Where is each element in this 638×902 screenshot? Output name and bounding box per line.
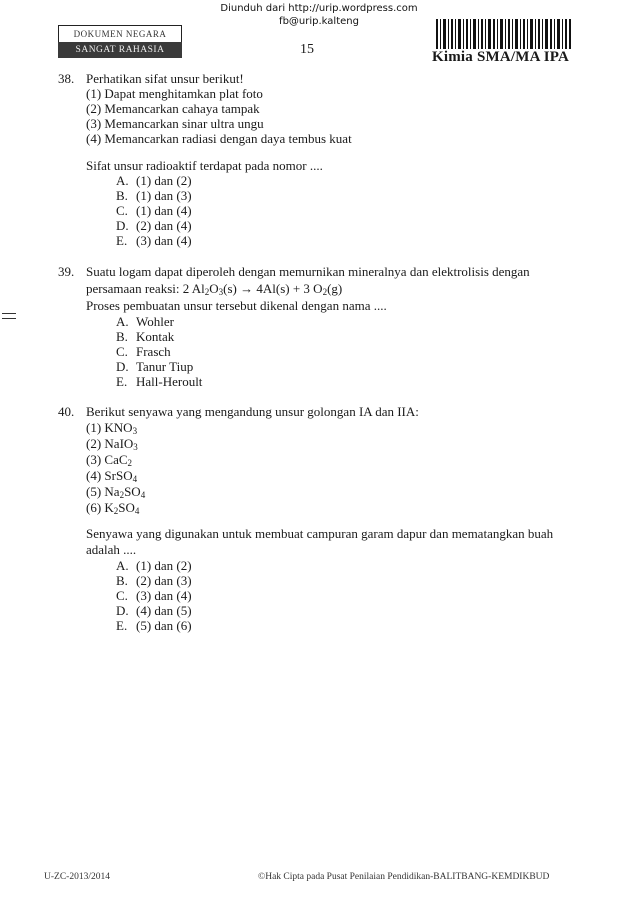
q39-option-a[interactable] <box>116 314 174 330</box>
option-text: (1) dan (3) <box>136 188 192 203</box>
option-text: Kontak <box>136 329 175 344</box>
q40-compound: (4) SrSO$_4$ <box>86 468 138 484</box>
q38-option-e[interactable] <box>116 233 192 249</box>
q38-option-d[interactable] <box>116 218 192 234</box>
q39-option-c[interactable] <box>116 344 171 360</box>
q38-item: (3) Memancarkan sinar ultra ungu <box>86 116 264 131</box>
option-text: (4) dan (5) <box>136 603 192 618</box>
option-text: (1) dan (2) <box>136 173 192 188</box>
q40-compound: (5) $Na_2SO_4$ <box>86 484 146 500</box>
q40-option-b[interactable] <box>116 573 192 589</box>
q38-option-a[interactable] <box>116 173 192 189</box>
option-letter: A. <box>116 314 129 329</box>
q40-number: 40. <box>58 404 75 419</box>
option-text: (3) dan (4) <box>136 588 192 603</box>
q38-item: (4) Memancarkan radiasi dengan daya tembus kuat <box>86 131 352 146</box>
option-text: Frasch <box>136 344 171 359</box>
q40-option-a[interactable] <box>116 558 192 574</box>
q39-stem: Suatu logam dapat diperoleh dengan memurnikan mineralnya dan elektrolisis dengan <box>86 264 530 279</box>
q40-compound: (2) NaIO$_3$ <box>86 436 138 452</box>
option-text: (2) dan (4) <box>136 218 192 233</box>
q38-stem: Perhatikan sifat unsur berikut! <box>86 71 244 86</box>
q39-option-b[interactable] <box>116 329 174 345</box>
option-letter: E. <box>116 233 128 248</box>
option-letter: E. <box>116 618 128 633</box>
source-line-2: fb@urip.kalteng <box>279 16 359 27</box>
q40-option-d[interactable] <box>116 603 192 619</box>
option-letter: B. <box>116 329 128 344</box>
option-letter: B. <box>116 188 128 203</box>
source-line-1[interactable]: Diunduh dari http://urip.wordpress.com <box>220 3 418 14</box>
q39-number: 39. <box>58 264 75 279</box>
option-text: (5) dan (6) <box>136 618 192 633</box>
q39-option-e[interactable] <box>116 374 202 390</box>
q40-question-line-1: Senyawa yang digunakan untuk membuat campuran garam dapur dan mematangkan buah <box>86 526 554 541</box>
option-text: (3) dan (4) <box>136 233 192 248</box>
option-text: (1) dan (2) <box>136 558 192 573</box>
option-text: (2) dan (3) <box>136 573 192 588</box>
q38-question: Sifat unsur radioaktif terdapat pada nomor .... <box>86 158 323 173</box>
footer-copyright: ©Hak Cipta pada Pusat Penilaian Pendidikan-BALITBANG-KEMDIKBUD <box>258 872 550 882</box>
q40-compound: (6) $K_2SO_4$ <box>86 500 140 516</box>
q38-number: 38. <box>58 71 75 86</box>
footer-code: U-ZC-2013/2014 <box>44 872 110 882</box>
option-letter: D. <box>116 218 129 233</box>
option-text: (1) dan (4) <box>136 203 192 218</box>
q38-item: (2) Memancarkan cahaya tampak <box>86 101 260 116</box>
barcode-icon <box>436 19 572 49</box>
q40-compound: (3) CaC$_2$ <box>86 452 133 468</box>
option-letter: B. <box>116 573 128 588</box>
stamp-dokumen-negara: DOKUMEN NEGARA <box>58 25 182 43</box>
stamp-sangat-rahasia: SANGAT RAHASIA <box>58 42 182 58</box>
page-number: 15 <box>300 42 314 57</box>
q40-compound: (1) $KNO_3$ <box>86 420 138 436</box>
subject-title: Kimia SMA/MA IPA <box>432 49 570 65</box>
reaction-prefix: persamaan reaksi: 2 Al <box>86 281 205 296</box>
q40-option-e[interactable] <box>116 618 192 634</box>
q38-option-c[interactable] <box>116 203 192 219</box>
q39-question: Proses pembuatan unsur tersebut dikenal dengan nama .... <box>86 298 387 313</box>
option-text: Hall-Heroult <box>136 374 203 389</box>
option-letter: C. <box>116 344 128 359</box>
q39-option-d[interactable] <box>116 359 193 375</box>
option-letter: C. <box>116 203 128 218</box>
option-text: Wohler <box>136 314 174 329</box>
option-text: Tanur Tiup <box>136 359 194 374</box>
option-letter: E. <box>116 374 128 389</box>
q38-option-b[interactable] <box>116 188 192 204</box>
option-letter: D. <box>116 359 129 374</box>
q40-option-c[interactable] <box>116 588 192 604</box>
q39-reaction: persamaan reaksi: 2 $Al_2O_3(s) \to 4Al(s) + 3$ $O_2(g)$ <box>86 281 343 297</box>
margin-mark <box>2 313 16 314</box>
option-letter: A. <box>116 173 129 188</box>
option-letter: A. <box>116 558 129 573</box>
q38-item: (1) Dapat menghitamkan plat foto <box>86 86 263 101</box>
option-letter: C. <box>116 588 128 603</box>
margin-mark <box>2 318 16 319</box>
option-letter: D. <box>116 603 129 618</box>
q40-stem: Berikut senyawa yang mengandung unsur golongan IA dan IIA: <box>86 404 419 419</box>
q40-question-line-2: adalah .... <box>86 542 137 557</box>
